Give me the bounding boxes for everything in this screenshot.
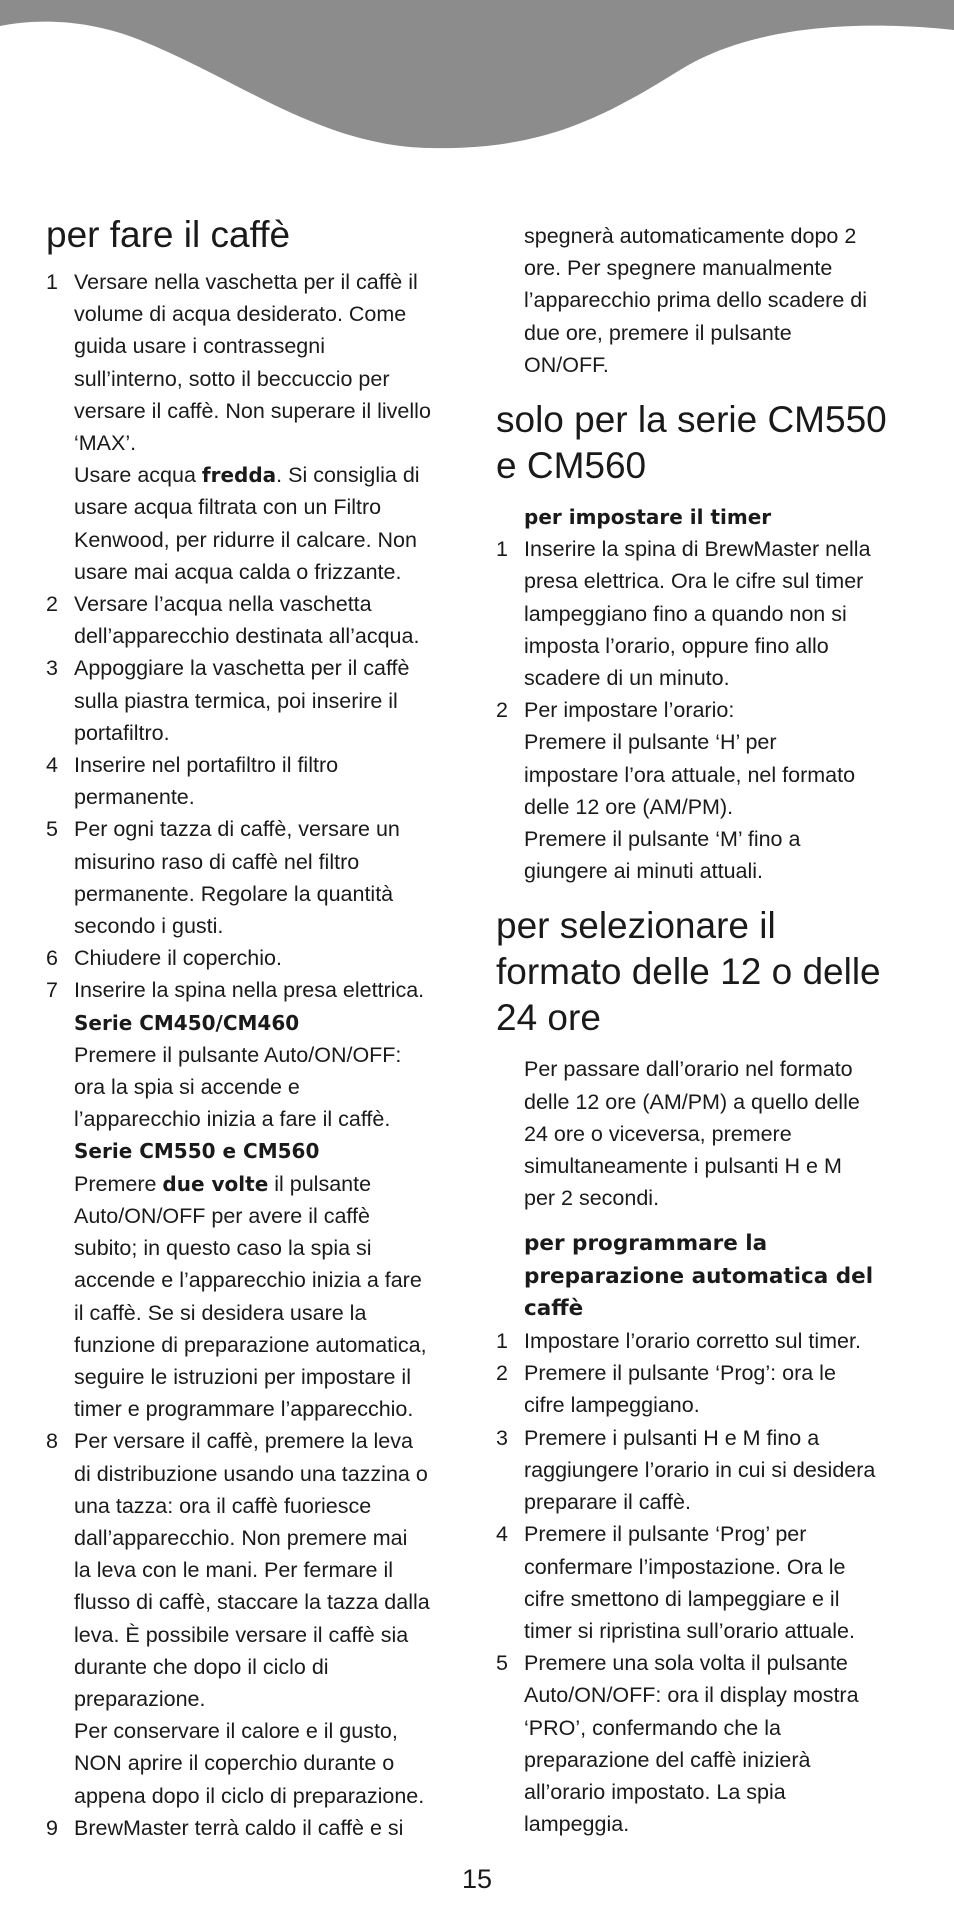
step-number: 1 [46,270,58,294]
text-line: lampeggiano fino a quando non si [524,601,847,626]
text-line: guida usare i contrassegni [74,334,325,359]
text-line: il caffè. Se si desidera usare la [74,1300,367,1325]
step-text [524,1357,916,1421]
text-line: Per passare dall’orario nel formato [524,1057,853,1082]
text-line: seguire le istruzioni per impostare il [74,1364,411,1389]
step-number [46,459,74,588]
text-line: volume di acqua desiderato. Come [74,302,407,327]
step-text [74,1715,466,1812]
title-line: formato delle 12 o delle [496,951,881,993]
text-line: misurino raso di caffè nel filtro [74,849,360,874]
text-line: BrewMaster terrà caldo il caffè e si [74,1815,404,1840]
text-line: Per versare il caffè, premere la leva [74,1429,413,1454]
step-text [74,1812,466,1844]
text-line: timer si ripristina sull’orario attuale. [524,1618,855,1643]
text-line: due ore, premere il pulsante [524,320,792,345]
title-line: 24 ore [496,997,601,1039]
section-title-cm550 [496,397,916,489]
step-text [74,974,466,1006]
step-number: 1 [496,1329,508,1354]
text-line: ‘PRO’, confermando che la [524,1715,781,1740]
step-number: 2 [496,1361,508,1386]
text-line: Impostare l’orario corretto sul timer. [524,1329,861,1354]
right-column [496,220,916,1840]
step-number: 1 [496,537,508,562]
continued-step-text [496,220,916,381]
text-line: appena dopo il ciclo di preparazione. [74,1783,425,1808]
text-line: Premere il pulsante ‘Prog’: ora le [524,1361,836,1386]
text-line [74,1168,466,1200]
text-line: delle 12 ore (AM/PM) a quello delle [524,1089,860,1114]
coffee-step-item [46,1715,466,1812]
text-line: flusso di caffè, staccare la tazza dalla [74,1590,430,1615]
timer-subheading: per impostare il timer [524,505,772,530]
program-step-item [496,1357,916,1421]
step-text [74,266,466,459]
text-line: delle 12 ore (AM/PM). [524,794,734,819]
coffee-step-item [46,942,466,974]
text-line: l’apparecchio prima dello scadere di [524,288,867,313]
text-line: ON/OFF. [524,352,609,377]
text-run: il pulsante [268,1171,372,1196]
text-line: sulla piastra termica, poi inserire il [74,688,398,713]
coffee-step-item [46,588,466,652]
header-wave-decoration [0,0,954,160]
text-line: Per ogni tazza di caffè, versare un [74,817,400,842]
step-number: 2 [496,698,508,723]
text-line: l’apparecchio inizia a fare il caffè. [74,1107,391,1132]
step-text [74,1135,466,1425]
text-line: per 2 secondi. [524,1186,660,1211]
text-line: versare il caffè. Non superare il livello [74,398,431,423]
step-number: 5 [46,817,58,842]
program-step-item [496,1518,916,1647]
text-line: preparazione. [74,1686,206,1711]
step-number: 3 [46,656,58,681]
coffee-step-item [46,652,466,749]
coffee-steps-list [46,266,466,1844]
text-line: subito; in questo caso la spia si [74,1236,372,1261]
step-number: 7 [46,978,58,1003]
text-line: NON aprire il coperchio durante o [74,1751,395,1776]
text-line: lampeggia. [524,1812,630,1837]
text-line: spegnerà automaticamente dopo 2 [524,224,857,248]
text-line: Chiudere il coperchio. [74,946,282,971]
text-line: confermare l’impostazione. Ora le [524,1554,846,1579]
text-line: ora la spia si accende e [74,1075,300,1100]
series-heading: Serie CM550 e CM560 [74,1139,320,1164]
text-line: portafiltro. [74,720,170,745]
text-line: Auto/ON/OFF: ora il display mostra [524,1683,859,1708]
subheading-line: preparazione automatica del [524,1263,874,1289]
coffee-step-item [46,749,466,813]
step-text [74,588,466,652]
coffee-step-item [46,266,466,459]
step-number [46,1135,74,1425]
text-line: Auto/ON/OFF per avere il caffè [74,1203,370,1228]
text-line: leva. È possibile versare il caffè sia [74,1622,409,1647]
text-line: Premere i pulsanti H e M fino a [524,1425,820,1450]
step-text [74,652,466,749]
step-text [74,749,466,813]
text-line: la leva con le mani. Per fermare il [74,1558,394,1583]
text-line: imposta l’orario, oppure fino allo [524,633,829,658]
text-line: Appoggiare la vaschetta per il caffè [74,656,410,681]
title-line: solo per la serie CM550 [496,399,887,441]
text-line: simultaneamente i pulsanti H e M [524,1154,842,1179]
text-line: sull’interno, sotto il beccuccio per [74,366,390,391]
timer-step-item [496,533,916,694]
step-text [524,1518,916,1647]
text-line: ‘MAX’. [74,431,137,456]
step-text [524,533,916,694]
step-number: 8 [46,1429,58,1454]
bold-text: due volte [162,1171,269,1196]
text-line: giungere ai minuti attuali. [524,859,764,884]
text-line: usare mai acqua calda o frizzante. [74,559,402,584]
text-line: usare acqua filtrata con un Filtro [74,495,382,520]
text-line: una tazza: ora il caffè fuoriesce [74,1493,372,1518]
coffee-step-item [46,813,466,942]
step-text [524,1422,916,1519]
step-number: 3 [496,1425,508,1450]
text-line: Premere il pulsante ‘Prog’ per [524,1522,807,1547]
step-number: 5 [496,1651,508,1676]
step-number: 4 [496,1522,508,1547]
text-run: Usare acqua [74,463,202,488]
text-line: secondo i gusti. [74,914,224,939]
step-number: 4 [46,753,58,778]
step-text [524,1325,916,1357]
text-line: preparazione del caffè inizierà [524,1747,811,1772]
series-heading: Serie CM450/CM460 [74,1010,300,1035]
text-line [74,459,466,491]
format-instructions [496,1053,916,1214]
text-line: Premere il pulsante ‘M’ fino a [524,827,801,852]
subheading-line: per programmare la [524,1231,768,1257]
text-line: Versare l’acqua nella vaschetta [74,592,372,617]
text-line: all’orario impostato. La spia [524,1779,786,1804]
left-column [46,212,466,1844]
coffee-step-item [46,1007,466,1136]
title-line: per selezionare il [496,905,776,947]
step-number: 9 [46,1815,58,1840]
coffee-step-item [46,459,466,588]
coffee-step-item [46,1425,466,1715]
step-text [74,1425,466,1715]
text-line: presa elettrica. Ora le cifre sul timer [524,569,864,594]
text-line: cifre smettono di lampeggiare e il [524,1586,840,1611]
section-title-format [496,903,916,1041]
text-line: cifre lampeggiano. [524,1393,700,1418]
program-step-item [496,1422,916,1519]
text-line: Premere una sola volta il pulsante [524,1651,848,1676]
step-text [74,942,466,974]
text-line: Kenwood, per ridurre il calcare. Non [74,527,417,552]
bold-text: fredda [201,463,277,488]
text-line: permanente. Regolare la quantità [74,881,394,906]
text-line: funzione di preparazione automatica, [74,1332,427,1357]
coffee-step-item [46,1135,466,1425]
text-line: Premere il pulsante ‘H’ per [524,730,777,755]
step-number [46,1715,74,1812]
coffee-step-item [46,974,466,1006]
step-number [46,1007,74,1136]
page-number: 15 [461,1864,493,1894]
text-line: Inserire la spina di BrewMaster nella [524,537,871,562]
text-line: ore. Per spegnere manualmente [524,256,833,281]
step-text [524,694,916,887]
step-number: 6 [46,946,58,971]
text-line: impostare l’ora attuale, nel formato [524,762,856,787]
text-line: preparare il caffè. [524,1490,691,1515]
text-line: durante che dopo il ciclo di [74,1654,329,1679]
text-line: timer e programmare l’apparecchio. [74,1397,414,1422]
section-title-coffee: per fare il caffè [46,214,291,255]
program-step-item [496,1325,916,1357]
subheading-line: caffè [524,1295,584,1321]
text-line: accende e l’apparecchio inizia a fare [74,1268,422,1293]
text-line: raggiungere l’orario in cui si desidera [524,1457,876,1482]
text-line: 24 ore o viceversa, premere [524,1121,792,1146]
text-line: Inserire nel portafiltro il filtro [74,753,339,778]
text-line: Versare nella vaschetta per il caffè il [74,270,418,294]
text-line: dell’apparecchio destinata all’acqua. [74,624,420,649]
text-run: Premere [74,1171,163,1196]
text-line: Inserire la spina nella presa elettrica. [74,978,425,1003]
coffee-step-item [46,1812,466,1844]
text-line: di distribuzione usando una tazzina o [74,1461,428,1486]
text-line: dall’apparecchio. Non premere mai [74,1525,408,1550]
text-run: . Si consiglia di [276,463,420,488]
program-steps-list [496,1325,916,1840]
program-subheading [496,1228,916,1325]
step-text [74,813,466,942]
text-line: Premere il pulsante Auto/ON/OFF: [74,1042,402,1067]
step-number: 2 [46,592,58,617]
timer-step-item [496,694,916,887]
timer-steps-list [496,533,916,887]
text-line: scadere di un minuto. [524,666,730,691]
text-line: permanente. [74,785,195,810]
step-text [524,1647,916,1840]
text-line: Per conservare il calore e il gusto, [74,1719,398,1744]
text-line: Per impostare l’orario: [524,698,735,723]
program-step-item [496,1647,916,1840]
title-line: e CM560 [496,445,647,487]
step-text [74,459,466,588]
step-text [74,1007,466,1136]
